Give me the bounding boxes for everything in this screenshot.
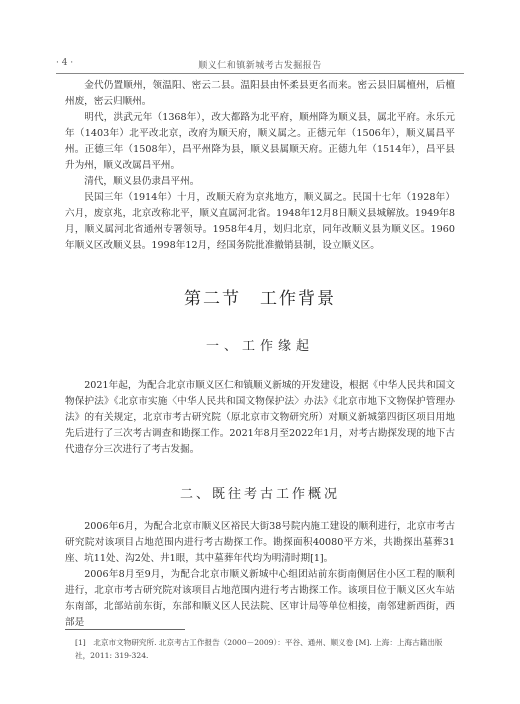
origin-section xyxy=(65,378,455,458)
history-section xyxy=(65,78,455,254)
footnote: [1] 北京市文物研究所. 北京考古工作报告（2000－2009）：平谷、通州、顺义卷 [M]. 上海：上海古籍出版社，2011: 319-324. xyxy=(75,638,443,660)
header-rule xyxy=(56,73,464,74)
previous-work-section xyxy=(65,519,455,631)
origin-paragraph: 2021年起，为配合北京市顺义区仁和镇顺义新城的开发建设，根据《中华人民共和国文物保护法》《北京市实施〈中华人民共和国文物保护法〉办法》《北京市地下文物保护管理办法》的有关规定，北京市考古研究院（原北京市文物研究所）对顺义新城第四街区项目用地先后进行了三次考古调查和勘探工作。2021年8月至2022年1月，对考古勘探发现的地下古代遗存分三次进行了考古发掘。 xyxy=(65,380,455,455)
history-paragraph-jin: 金代仍置顺州，领温阳、密云二县。温阳县由怀柔县更名而来。密云县旧属檀州，后檀州废，密云归顺州。 xyxy=(65,80,455,107)
subsection-heading-previous-work: 二、既往考古工作概况 xyxy=(179,487,340,502)
section-title: 第二节 工作背景 xyxy=(184,289,336,309)
running-title: 顺义仁和镇新城考古发掘报告 xyxy=(198,61,322,71)
footnote-rule xyxy=(65,629,185,630)
previous-work-paragraph-1: 2006年6月，为配合北京市顺义区裕民大街38号院内施工建设的顺利进行，北京市考古研究院对该项目占地范围内进行考古勘探工作。勘探面积40080平方米，共勘探出墓葬31座、坑11处、沟2处、井1眼，其中墓葬年代均为明清时期[1]。 xyxy=(65,521,455,564)
subsection-heading-origin: 一、工作缘起 xyxy=(205,339,314,354)
history-paragraph-qing: 清代，顺义县仍隶昌平州。 xyxy=(84,176,200,187)
running-header xyxy=(56,56,464,72)
history-paragraph-republic: 民国三年（1914年）十月，改顺天府为京兆地方，顺义属之。民国十七年（1928年）六月，废京兆，北京改称北平，顺义直属河北省。1948年12月8日顺义县城解放。1949年8月，顺义属河北省通州专署领导。1958年4月，划归北京，同年改顺义县为顺义区。1960年顺义区改顺义县。1998年12月，经国务院批准撤销县制，设立顺义区。 xyxy=(65,192,455,251)
history-paragraph-ming: 明代，洪武元年（1368年），改大都路为北平府，顺州降为顺义县，属北平府。永乐元年（1403年）北平改北京，改府为顺天府，顺义属之。正德元年（1506年），顺义属昌平州。正德三年（1508年），昌平州降为县，顺义县属顺天府。正德九年（1514年），昌平县升为州，顺义改属昌平州。 xyxy=(65,112,455,171)
previous-work-paragraph-2: 2006年8月至9月，为配合北京市顺义新城中心组团站前东街南侧居住小区工程的顺利进行，北京市考古研究院对该项目占地范围内进行考古勘探工作。该项目位于顺义区火车站东南部，北部站前东街，东部和顺义区人民法院、区审计局等单位相接，南邻建新西街，西部是 xyxy=(65,569,455,628)
page-number: · 4 · xyxy=(56,58,74,68)
